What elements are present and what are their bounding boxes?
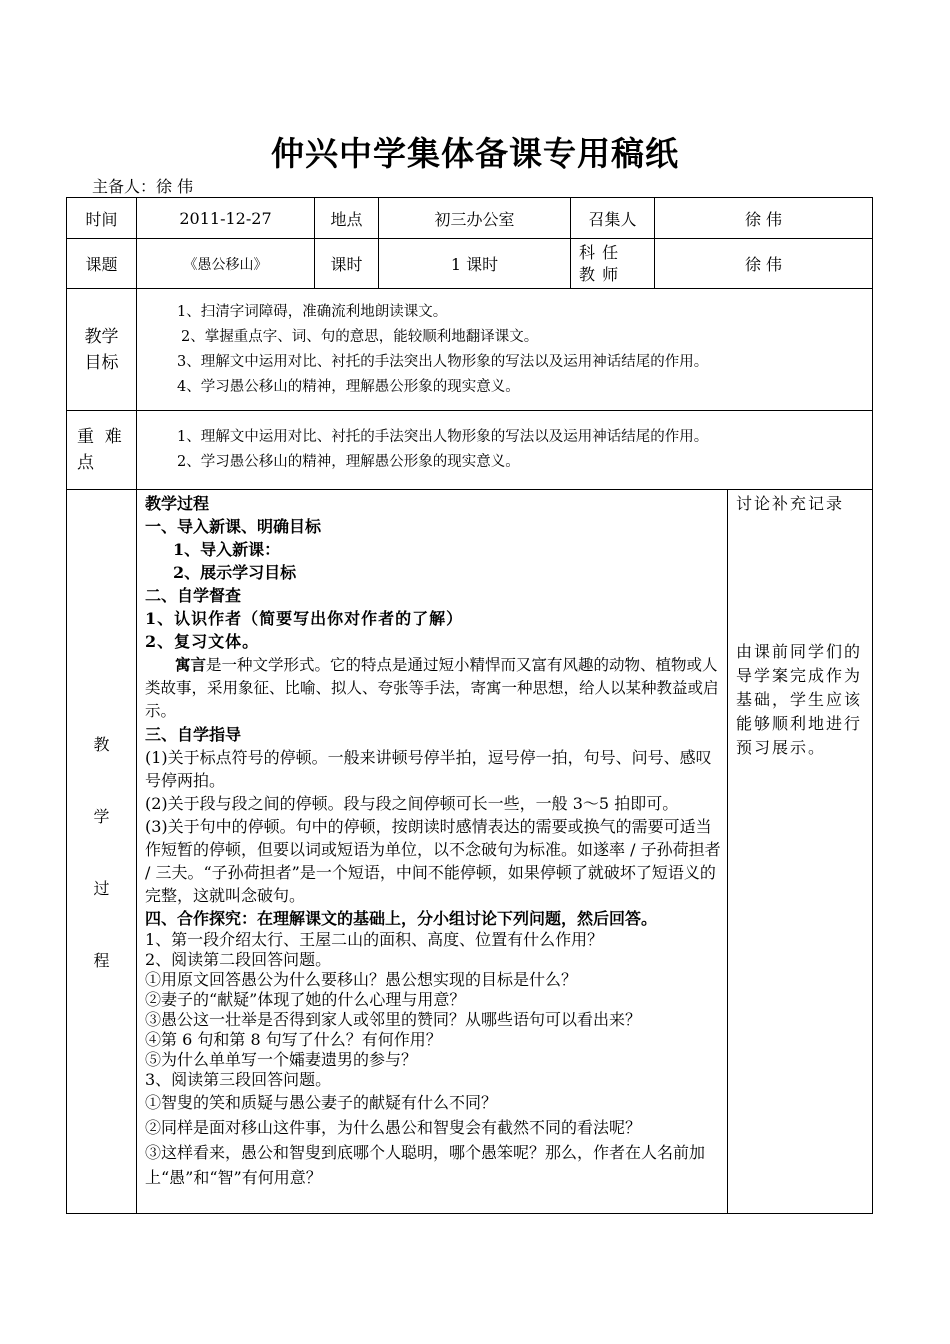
convener-value: 徐 伟 xyxy=(655,198,873,239)
goal-item: 4、学习愚公移山的精神，理解愚公形象的现实意义。 xyxy=(177,378,520,395)
goals-list xyxy=(137,289,873,411)
keypoint-item: 2、学习愚公移山的精神，理解愚公形象的现实意义。 xyxy=(177,454,520,470)
keypoint-item: 1、理解文中运用对比、衬托的手法突出人物形象的写法以及运用神话结尾的作用。 xyxy=(177,429,709,445)
goals-label: 教学 目标 xyxy=(67,289,137,411)
question-item: ②同样是面对移山这件事，为什么愚公和智叟会有截然不同的看法呢？ xyxy=(145,1118,642,1137)
guide-item: (2)关于段与段之间的停顿。段与段之间停顿可长一些，一般 3～5 拍即可。 xyxy=(145,794,679,813)
section-heading: 三、自学指导 xyxy=(145,725,242,744)
hours-value: 1 课时 xyxy=(379,239,571,289)
process-heading: 教学过程 xyxy=(145,494,210,513)
question-item: 1、第一段介绍太行、王屋二山的面积、高度、位置有什么作用？ xyxy=(145,930,604,949)
place-value: 初三办公室 xyxy=(379,198,571,239)
question-item: 3、阅读第三段回答问题。 xyxy=(145,1070,332,1089)
keypoints-label: 重 难 点 xyxy=(67,411,137,490)
question-item: ①用原文回答愚公为什么要移山？愚公想实现的目标是什么？ xyxy=(145,970,578,989)
teacher-value: 徐 伟 xyxy=(655,239,873,289)
goal-item: 2、掌握重点字、词、句的意思，能较顺利地翻译课文。 xyxy=(181,328,539,345)
question-item: ⑤为什么单单写一个孀妻遗男的参与？ xyxy=(145,1050,418,1069)
question-list xyxy=(145,930,721,1090)
keypoints-list xyxy=(137,411,873,490)
teacher-label: 科 任 教 师 xyxy=(571,239,655,289)
question-item: ④第 6 句和第 8 句写了什么？有何作用？ xyxy=(145,1030,442,1049)
guide-item: (1)关于标点符号的停顿。一般来讲顿号停半拍，逗号停一拍，句号、问号、感叹号停两拍。 xyxy=(145,748,712,790)
process-label: 教 学 过 程 xyxy=(67,490,137,1214)
question-item: 2、阅读第二段回答问题。 xyxy=(145,950,332,969)
topic-value: 《愚公移山》 xyxy=(137,239,315,289)
section-heading: 二、自学督查 xyxy=(145,586,242,605)
goal-item: 1、扫清字词障碍，准确流利地朗读课文。 xyxy=(177,303,448,320)
time-label: 时间 xyxy=(67,198,137,239)
place-label: 地点 xyxy=(315,198,379,239)
convener-label: 召集人 xyxy=(571,198,655,239)
discussion-heading: 讨论补充记录 xyxy=(736,494,845,513)
page-title: 仲兴中学集体备课专用稿纸 xyxy=(271,134,679,173)
topic-label: 课题 xyxy=(67,239,137,289)
section-heading: 四、合作探究：在理解课文的基础上，分小组讨论下列问题，然后回答。 xyxy=(145,909,658,928)
discussion-note: 由课前同学们的导学案完成作为基础，学生应该能够顺利地进行预习展示。 xyxy=(736,642,863,757)
guide-item: (3)关于句中的停顿。句中的停顿，按朗读时感情表达的需要或换气的需要可适当作短暂的停顿，但要以词或短语为单位，以不念破句为标准。如遂率 / 子孙荷担者 / 三夫。“子孙荷担者”是一个短语，中间不能停顿，如果停顿了就破坏了短语义的完整，这就叫念破句。 xyxy=(145,817,721,905)
question-item: ②妻子的“献疑”体现了她的什么心理与用意？ xyxy=(145,990,466,1009)
question-item: ③愚公这一壮举是否得到家人或邻里的赞同？从哪些语句可以看出来？ xyxy=(145,1010,642,1029)
hours-label: 课时 xyxy=(315,239,379,289)
fable-term: 寓言 xyxy=(175,655,207,674)
preparer: 主备人：徐 伟 xyxy=(92,177,194,196)
fable-paragraph: 寓言是一种文学形式。它的特点是通过短小精悍而又富有风趣的动物、植物或人类故事，采用象征、比喻、拟人、夸张等手法，寄寓一种思想，给人以某种教益或启示。 xyxy=(145,655,719,720)
question-item: ③这样看来，愚公和智叟到底哪个人聪明，哪个愚笨呢？那么，作者在人名前加上“愚”和“智”有何用意？ xyxy=(145,1143,706,1187)
time-value: 2011-12-27 xyxy=(137,198,315,239)
question-item: ①智叟的笑和质疑与愚公妻子的献疑有什么不同？ xyxy=(145,1093,498,1112)
process-content xyxy=(137,490,728,1214)
step-item: 2、复习文体。 xyxy=(145,632,260,651)
goal-item: 3、理解文中运用对比、衬托的手法突出人物形象的写法以及运用神话结尾的作用。 xyxy=(177,353,709,370)
step-item: 1、认识作者（简要写出你对作者的了解） xyxy=(145,609,464,628)
discussion-column xyxy=(728,490,873,1214)
step-item: 1、导入新课： xyxy=(173,540,281,559)
section-heading: 一、导入新课、明确目标 xyxy=(145,517,322,536)
lesson-plan-table xyxy=(66,197,873,1214)
step-item: 2、展示学习目标 xyxy=(173,563,297,582)
